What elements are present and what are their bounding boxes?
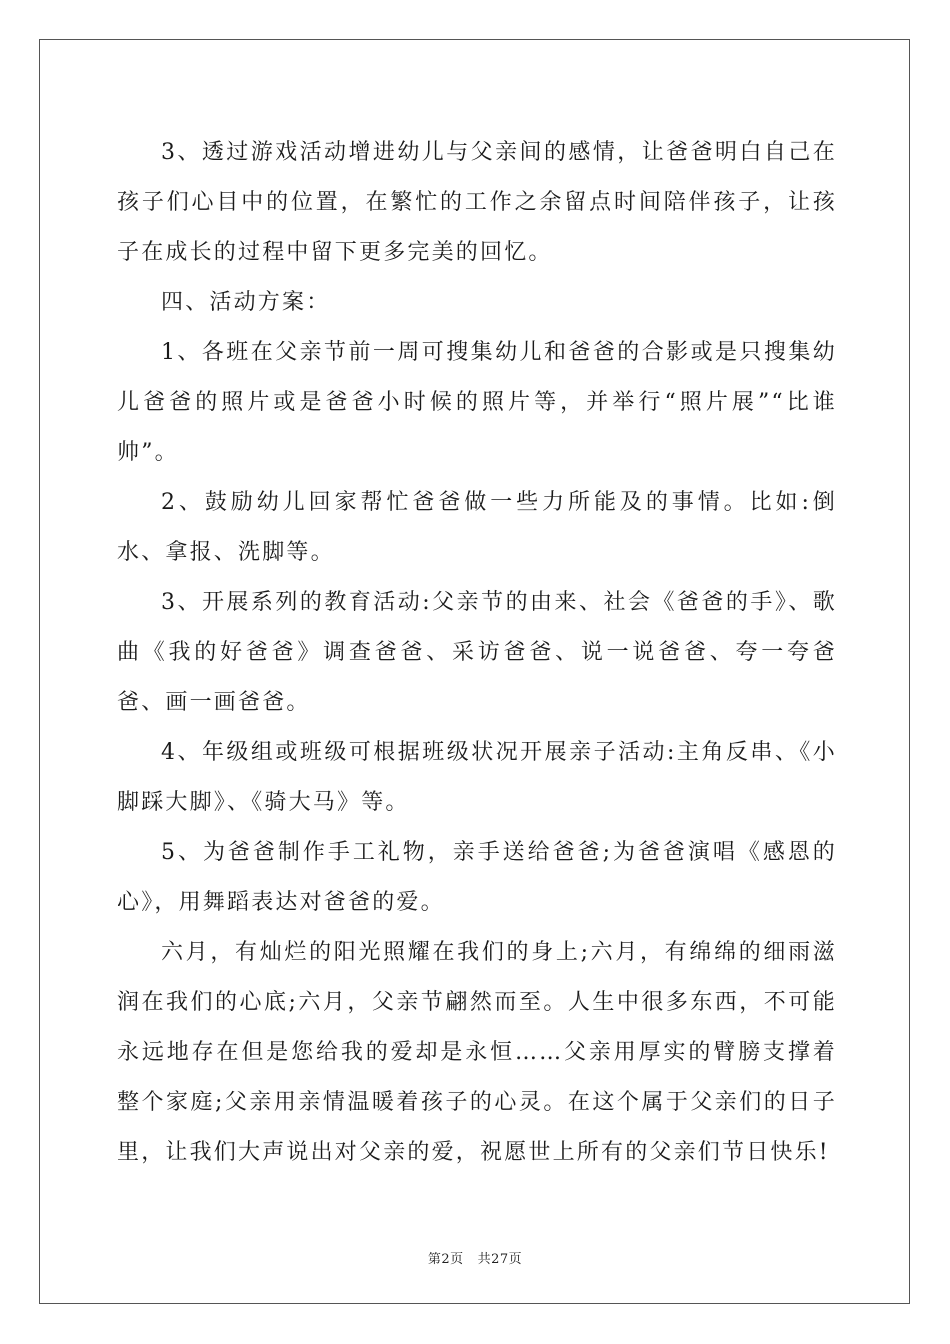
paragraph-plan-1: 1、各班在父亲节前一周可搜集幼儿和爸爸的合影或是只搜集幼儿爸爸的照片或是爸爸小时候的照片等，并举行“照片展”“比谁帅”。 xyxy=(117,340,837,465)
current-page-number: 第2页 xyxy=(427,1252,464,1267)
paragraph-plan-5: 5、为爸爸制作手工礼物，亲手送给爸爸;为爸爸演唱《感恩的心》，用舞蹈表达对爸爸的爱。 xyxy=(117,840,837,915)
paragraph-closing: 六月，有灿烂的阳光照耀在我们的身上;六月，有绵绵的细雨滋润在我们的心底;六月，父亲节翩然而至。人生中很多东西，不可能永远地存在但是您给我的爱却是永恒……父亲用厚实的臂膀支撑着整个家庭;父亲用亲情温暖着孩子的心灵。在这个属于父亲们的日子里，让我们大声说出对父亲的爱，祝愿世上所有的父亲们节日快乐! xyxy=(117,940,837,1165)
page-footer xyxy=(0,1248,950,1267)
paragraph-plan-4: 4、年级组或班级可根据班级状况开展亲子活动:主角反串、《小脚踩大脚》、《骑大马》等。 xyxy=(117,740,837,815)
document-body xyxy=(117,128,837,1178)
paragraph-item-3: 3、透过游戏活动增进幼儿与父亲间的感情，让爸爸明白自己在孩子们心目中的位置，在繁忙的工作之余留点时间陪伴孩子，让孩子在成长的过程中留下更多完美的回忆。 xyxy=(117,140,837,265)
paragraph-plan-2: 2、鼓励幼儿回家帮忙爸爸做一些力所能及的事情。比如:倒水、拿报、洗脚等。 xyxy=(117,490,837,565)
section-heading-activity-plan: 四、活动方案： xyxy=(161,290,331,315)
paragraph-plan-3: 3、开展系列的教育活动:父亲节的由来、社会《爸爸的手》、歌曲《我的好爸爸》调查爸爸、采访爸爸、说一说爸爸、夸一夸爸爸、画一画爸爸。 xyxy=(117,590,837,715)
total-page-count: 共27页 xyxy=(477,1252,523,1267)
